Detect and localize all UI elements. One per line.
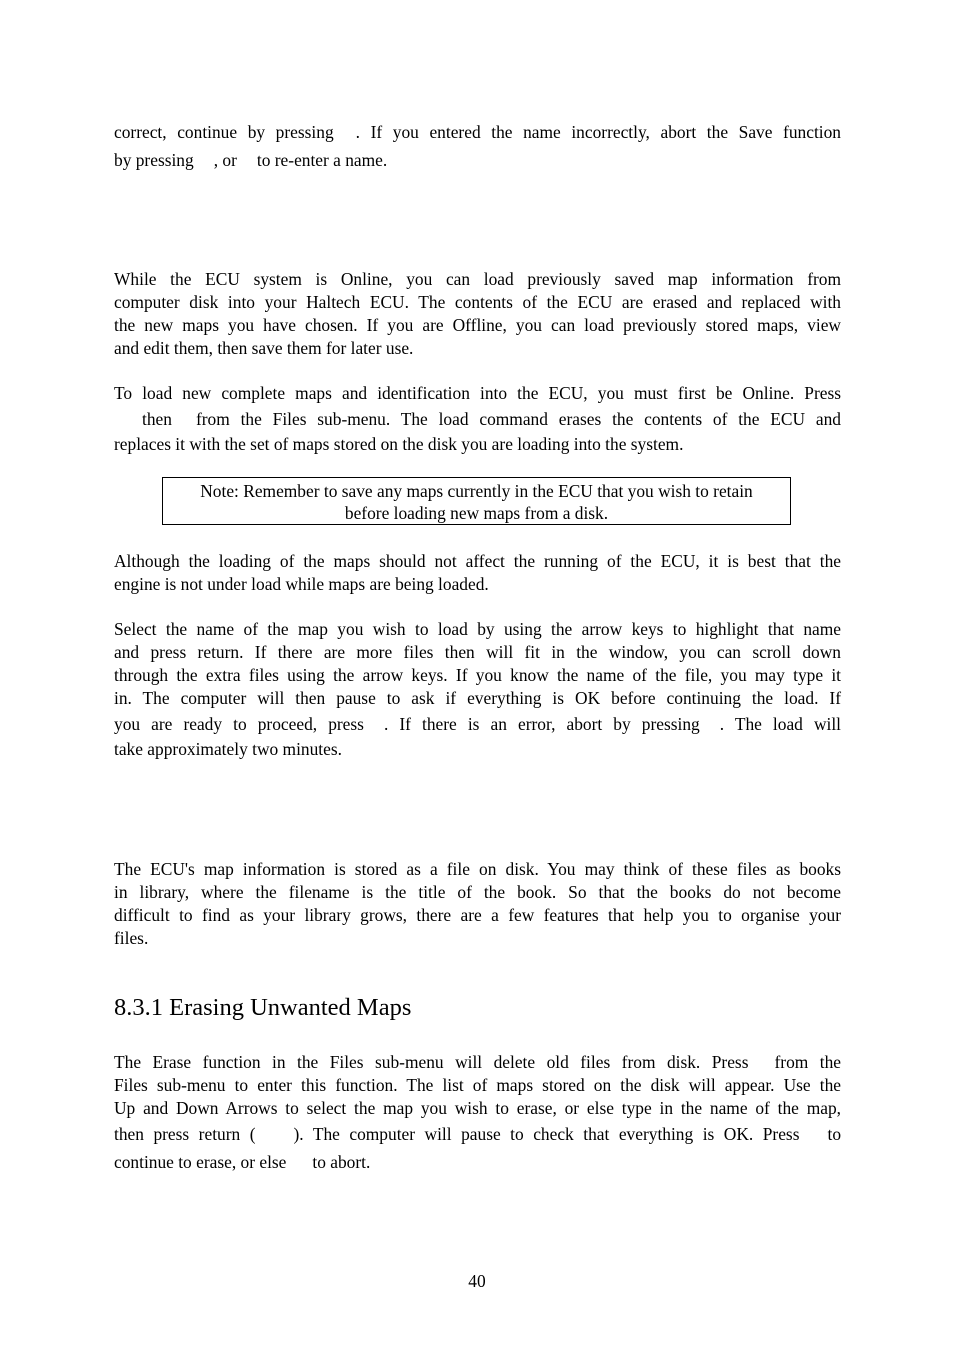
load-warning-paragraph: [114, 550, 841, 596]
text-line: through the extra files using the arrow keys. If you know the name of the file, you may type it: [114, 665, 841, 685]
save-continuation-paragraph: [114, 118, 841, 174]
text-line: engine is not under load while maps are being loaded.: [114, 574, 489, 594]
note-box: [162, 477, 791, 525]
text-line: computer disk into your Haltech ECU. The contents of the ECU are erased and replaced with: [114, 292, 841, 312]
text-line: take approximately two minutes.: [114, 739, 342, 759]
text-line: replaces it with the set of maps stored on the disk you are loading into the system.: [114, 434, 684, 454]
text-line: difficult to find as your library grows, there are a few features that help you to organise your: [114, 905, 841, 925]
text-line: Up and Down Arrows to select the map you wish to erase, or else type in the name of the map,: [114, 1098, 841, 1118]
section-heading: 8.3.1 Erasing Unwanted Maps: [114, 994, 412, 1021]
text-line: the new maps you have chosen. If you are Offline, you can load previously stored maps, view: [114, 315, 841, 335]
text-line: correct, continue by pressing . If you entered the name incorrectly, abort the Save function: [114, 122, 841, 142]
load-select-paragraph: [114, 618, 841, 761]
text-line: While the ECU system is Online, you can load previously saved map information from: [114, 269, 841, 289]
load-intro-paragraph: [114, 268, 841, 360]
note-line: before loading new maps from a disk.: [344, 503, 609, 523]
text-line: and press return. If there are more files then will fit in the window, you can scroll down: [114, 642, 841, 662]
text-line: The Erase function in the Files sub-menu will delete old files from disk. Press from the: [114, 1052, 842, 1072]
text-line: files.: [114, 928, 149, 948]
text-line: Files sub-menu to enter this function. The list of maps stored on the disk will appear. Use the: [114, 1075, 841, 1095]
erase-paragraph: [114, 1051, 841, 1175]
note-line: Note: Remember to save any maps currently in the ECU that you wish to retain: [200, 481, 753, 501]
text-line: by pressing , or to re-enter a name.: [114, 150, 388, 170]
text-line: To load new complete maps and identification into the ECU, you must first be Online. Press: [114, 383, 841, 403]
text-line: continue to erase, or else to abort.: [114, 1152, 371, 1172]
text-line: then from the Files sub-menu. The load command erases the contents of the ECU and: [142, 409, 841, 429]
text-line: you are ready to proceed, press . If there is an error, abort by pressing . The load will: [114, 714, 841, 734]
text-line: then press return ( ). The computer will pause to check that everything is OK. Press to: [114, 1124, 842, 1144]
text-line: and edit them, then save them for later use.: [114, 338, 414, 358]
text-line: in library, where the filename is the title of the book. So that the books do not become: [114, 882, 841, 902]
page-number: 40: [468, 1271, 486, 1291]
load-howto-paragraph: [114, 382, 841, 456]
files-intro-paragraph: [114, 858, 841, 950]
text-line: Select the name of the map you wish to load by using the arrow keys to highlight that name: [114, 619, 841, 639]
text-line: in. The computer will then pause to ask if everything is OK before continuing the load. If: [114, 688, 841, 708]
text-line: Although the loading of the maps should not affect the running of the ECU, it is best that the: [114, 551, 841, 571]
text-line: The ECU's map information is stored as a file on disk. You may think of these files as books: [114, 859, 841, 879]
